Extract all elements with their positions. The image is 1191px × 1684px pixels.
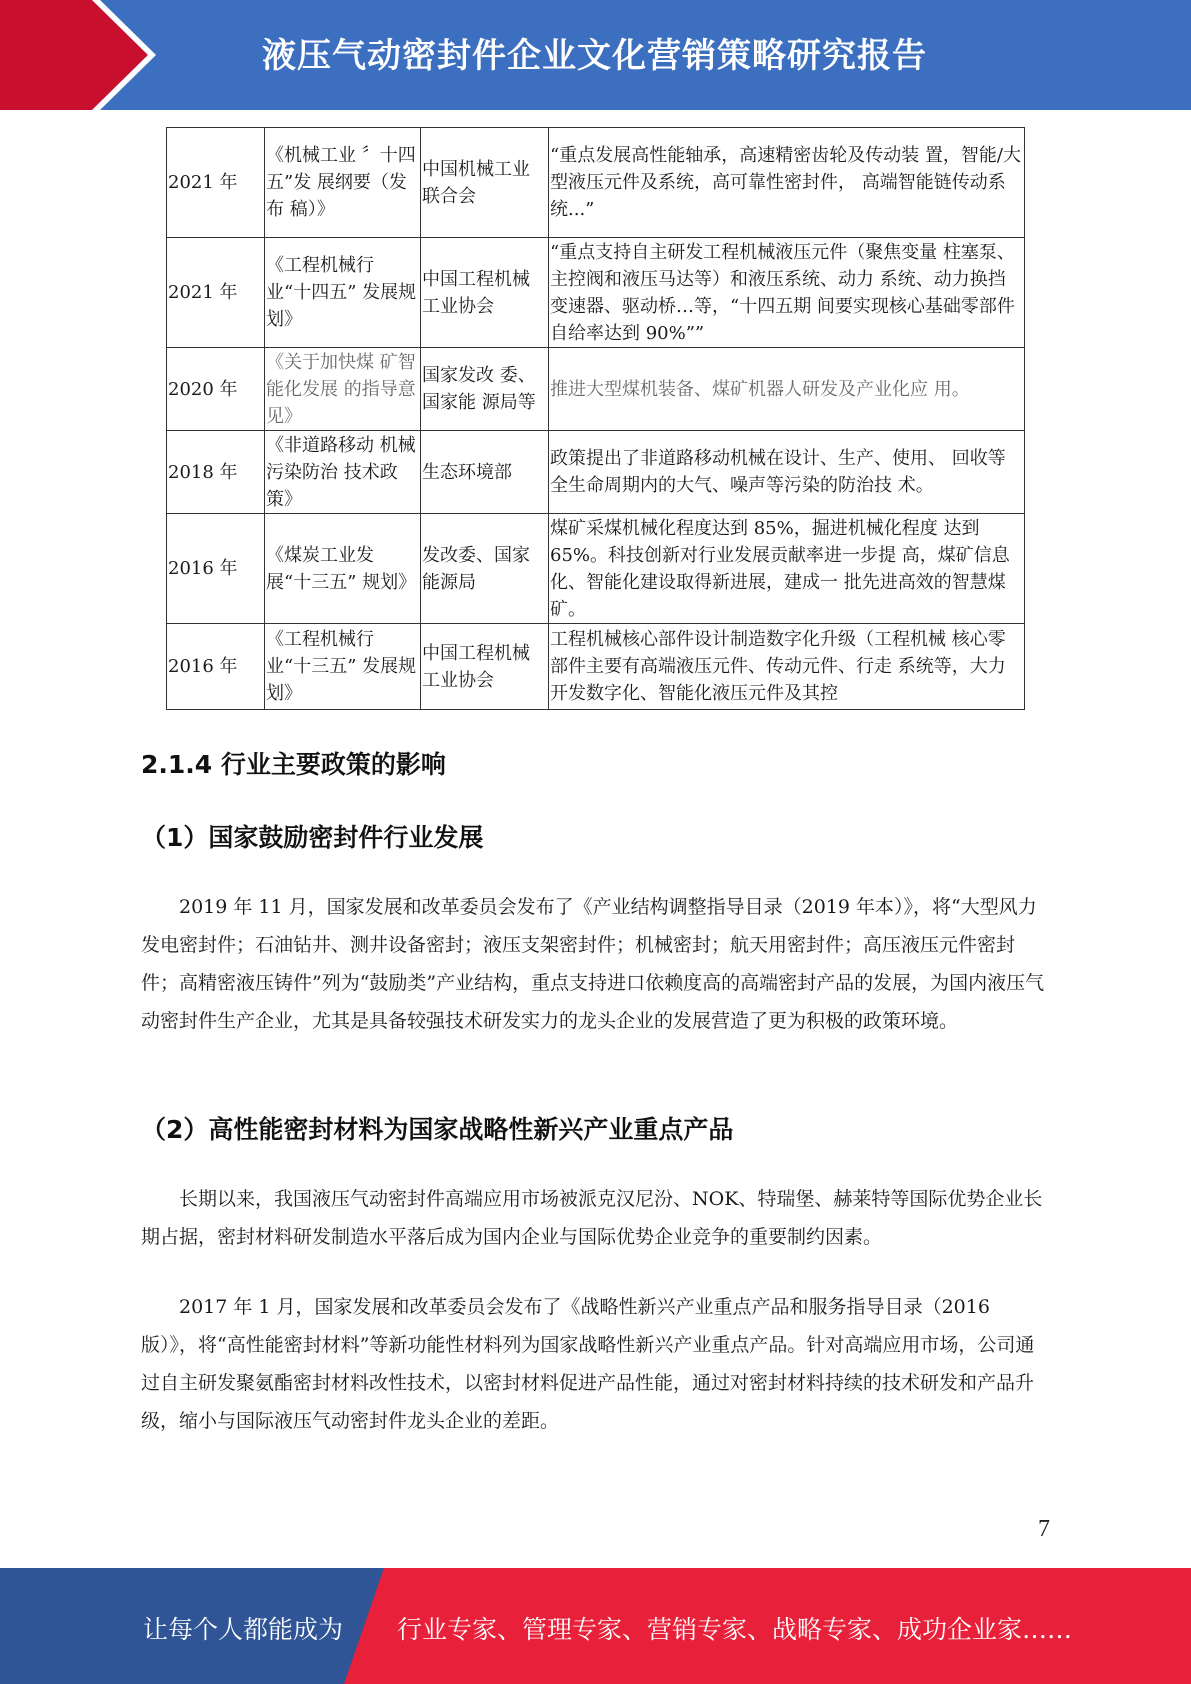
cell-policy-title: 《关于加快煤 矿智能化发展 的指导意见》 xyxy=(265,348,421,431)
cell-policy-title: 《工程机械行 业“十四五” 发展规划》 xyxy=(265,238,421,348)
cell-issuer: 发改委、国家能源局 xyxy=(421,514,549,624)
paragraph-2: 长期以来，我国液压气动密封件高端应用市场被派克汉尼汾、NOK、特瑞堡、赫莱特等国际优势企业长期占据，密封材料研发制造水平落后成为国内企业与国际优势企业竞争的重要制约因素。 xyxy=(141,1188,1043,1248)
table-row xyxy=(167,514,1025,624)
cell-issuer: 国家发改 委、国家能 源局等 xyxy=(421,348,549,431)
cell-description: 工程机械核心部件设计制造数字化升级（工程机械 核心零部件主要有高端液压元件、传动元件、行走 系统等，大力开发数字化、智能化液压元件及其控 xyxy=(549,624,1025,710)
subsection-heading-2: （2）高性能密封材料为国家战略性新兴产业重点产品 xyxy=(141,1115,734,1144)
table-row xyxy=(167,624,1025,710)
cell-description: 政策提出了非道路移动机械在设计、生产、使用、 回收等全生命周期内的大气、噪声等污染的防治技 术。 xyxy=(549,431,1025,514)
paragraph-1: 2019 年 11 月，国家发展和改革委员会发布了《产业结构调整指导目录（2019 年本）》，将“大型风力发电密封件；石油钻井、测井设备密封；液压支架密封件；机械密封；航天用密封件；高压液压元件密封件；高精密液压铸件”列为“鼓励类”产业结构，重点支持进口依赖度高的高端密封产品的发展，为国内液压气动密封件生产企业，尤其是具备较强技术研发实力的龙头企业的发展营造了更为积极的政策环境。 xyxy=(141,896,1045,1032)
page-header xyxy=(0,0,1191,110)
table-row xyxy=(167,128,1025,238)
section-heading: 2.1.4 行业主要政策的影响 xyxy=(141,750,446,779)
cell-issuer: 中国机械工业联合会 xyxy=(421,128,549,238)
cell-year: 2021 年 xyxy=(167,238,265,348)
footer-slogan-left: 让每个人都能成为 xyxy=(143,1615,344,1644)
cell-description: 煤矿采煤机械化程度达到 85%，掘进机械化程度 达到 65%。科技创新对行业发展贡献率进一步提 高，煤矿信息化、智能化建设取得新进展，建成一 批先进高效的智慧煤矿。 xyxy=(549,514,1025,624)
cell-policy-title: 《煤炭工业发 展“十三五” 规划》 xyxy=(265,514,421,624)
table-row xyxy=(167,348,1025,431)
policy-table xyxy=(166,127,1025,710)
cell-issuer: 中国工程机械工业协会 xyxy=(421,238,549,348)
cell-year: 2020 年 xyxy=(167,348,265,431)
cell-issuer: 中国工程机械工业协会 xyxy=(421,624,549,710)
cell-policy-title: 《机械工业 〞十四五”发 展纲要（发布 稿）》 xyxy=(265,128,421,238)
cell-policy-title: 《工程机械行 业“十三五” 发展规划》 xyxy=(265,624,421,710)
table-row xyxy=(167,238,1025,348)
table-row xyxy=(167,431,1025,514)
cell-description: “重点发展高性能轴承，高速精密齿轮及传动装 置，智能/大型液压元件及系统，高可靠性密封件， 高端智能链传动系统...” xyxy=(549,128,1025,238)
cell-description: 推进大型煤机装备、煤矿机器人研发及产业化应 用。 xyxy=(549,348,1025,431)
cell-description: “重点支持自主研发工程机械液压元件（聚焦变量 柱塞泵、主控阀和液压马达等）和液压系统、动力 系统、动力换挡变速器、驱动桥…等，“十四五期 间要实现核心基础零部件自给率达到 90%”” xyxy=(549,238,1025,348)
cell-issuer: 生态环境部 xyxy=(421,431,549,514)
cell-year: 2016 年 xyxy=(167,624,265,710)
paragraph-3: 2017 年 1 月，国家发展和改革委员会发布了《战略性新兴产业重点产品和服务指导目录（2016 版）》，将“高性能密封材料”等新功能性材料列为国家战略性新兴产业重点产品。针对高端应用市场，公司通过自主研发聚氨酯密封材料改性技术，以密封材料促进产品性能，通过对密封材料持续的技术研发和产品升级，缩小与国际液压气动密封件龙头企业的差距。 xyxy=(141,1296,1035,1432)
page-footer xyxy=(0,1568,1191,1684)
report-title: 液压气动密封件企业文化营销策略研究报告 xyxy=(262,36,927,76)
cell-year: 2016 年 xyxy=(167,514,265,624)
cell-year: 2018 年 xyxy=(167,431,265,514)
cell-policy-title: 《非道路移动 机械污染防治 技术政策》 xyxy=(265,431,421,514)
cell-year: 2021 年 xyxy=(167,128,265,238)
footer-slogan-right: 行业专家、管理专家、营销专家、战略专家、成功企业家…… xyxy=(397,1615,1073,1644)
page-number: 7 xyxy=(1038,1516,1050,1542)
subsection-heading-1: （1）国家鼓励密封件行业发展 xyxy=(141,823,484,852)
